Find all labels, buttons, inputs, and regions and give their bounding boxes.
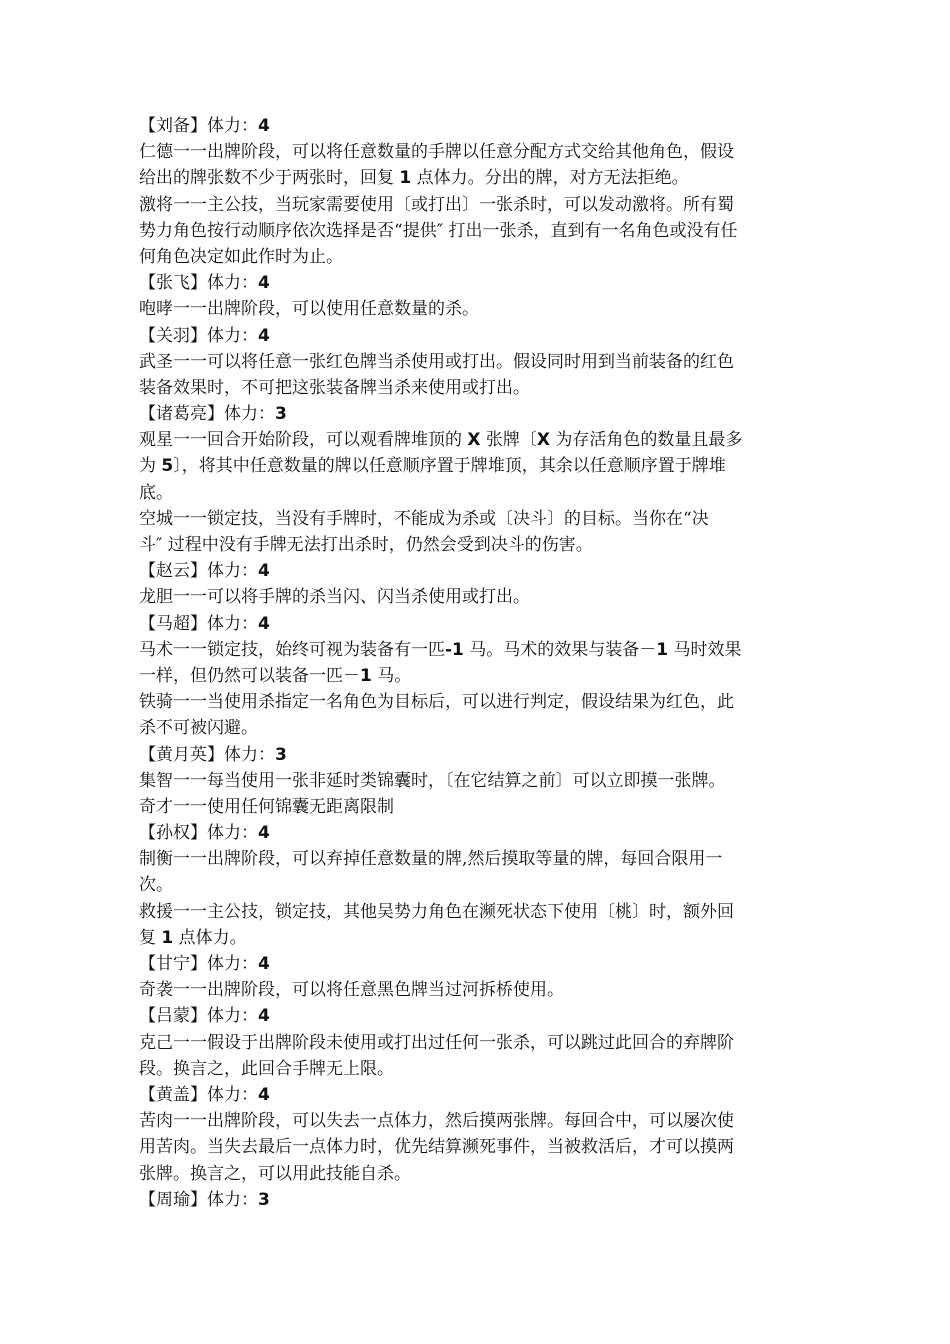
skill-text-line: 一样，但仍然可以装备一匹－1 马。 <box>139 665 412 686</box>
hp-label: 体力： <box>207 1189 258 1210</box>
character-header <box>139 1082 819 1108</box>
hp-value: 4 <box>258 325 270 346</box>
character-name: 【甘宁】 <box>139 954 207 974</box>
skill-text-line: 装备效果时，不可把这张装备牌当杀来使用或打出。 <box>139 377 530 398</box>
skill-text-line: 底。 <box>139 482 173 503</box>
character-name: 【诸葛亮】 <box>139 404 224 425</box>
hp-label: 体力： <box>224 744 275 765</box>
character-name: 【吕蒙】 <box>139 1006 207 1027</box>
skill-text-line: 用苦肉。当失去最后一点体力时，优先结算濒死事件，当被救活后，才可以摸两 <box>139 1137 734 1158</box>
hp-value: 4 <box>258 823 270 844</box>
skill-text-line: 为 5〕，将其中任意数量的牌以任意顺序置于牌堆顶，其余以任意顺序置于牌堆 <box>139 456 726 477</box>
hp-label: 体力： <box>207 325 258 346</box>
character-name: 【赵云】 <box>139 561 207 582</box>
skill-text-line: 救援一一主公技，锁定技，其他吴势力角色在濒死状态下使用〔桃〕时，额外回 <box>139 901 734 922</box>
hp-label: 体力： <box>207 954 258 974</box>
hp-value: 4 <box>258 116 270 136</box>
character-header <box>139 1187 819 1213</box>
skill-text-line: 空城一一锁定技，当没有手牌时，不能成为杀或〔决斗〕的目标。当你在“决 <box>139 508 709 529</box>
hp-label: 体力： <box>207 1084 258 1105</box>
skill-text-line: 激将一一主公技，当玩家需要使用〔或打出〕一张杀时，可以发动激将。所有蜀 <box>139 194 734 215</box>
hp-value: 4 <box>258 1006 270 1027</box>
hp-value: 4 <box>258 1084 270 1105</box>
skill-text-line: 何角色决定如此作时为止。 <box>139 246 343 267</box>
character-name: 【张飞】 <box>139 273 207 294</box>
character-header <box>139 742 819 768</box>
skill-text-line: 武圣一一可以将任意一张红色牌当杀使用或打出。假设同时用到当前装备的红色 <box>139 351 734 372</box>
character-header <box>139 558 819 584</box>
skill-text-line: 龙胆一一可以将手牌的杀当闪、闪当杀使用或打出。 <box>139 587 530 608</box>
character-header <box>139 270 819 296</box>
character-header <box>139 1003 819 1029</box>
character-header <box>139 951 819 977</box>
character-name: 【马超】 <box>139 613 207 634</box>
character-header <box>139 323 819 349</box>
skill-text-line: 观星一一回合开始阶段，可以观看牌堆顶的 X 张牌〔X 为存活角色的数量且最多 <box>139 430 743 451</box>
hp-label: 体力： <box>207 116 258 136</box>
hp-value: 4 <box>258 954 270 974</box>
character-name: 【周瑜】 <box>139 1189 207 1210</box>
skill-text-line: 奇才一一使用任何锦囊无距离限制 <box>139 796 394 817</box>
hp-label: 体力： <box>224 404 275 425</box>
document-body <box>139 113 819 1213</box>
skill-text-line: 集智一一每当使用一张非延时类锦囊时，〔在它结算之前〕可以立即摸一张牌。 <box>139 770 726 791</box>
hp-value: 4 <box>258 273 270 294</box>
character-header <box>139 401 819 427</box>
skill-text-line: 铁骑一一当使用杀指定一名角色为目标后，可以进行判定，假设结果为红色，此 <box>139 692 734 713</box>
hp-label: 体力： <box>207 1006 258 1027</box>
hp-value: 4 <box>258 561 270 582</box>
character-header <box>139 611 819 637</box>
skill-text-line: 奇袭一一出牌阶段，可以将任意黑色牌当过河拆桥使用。 <box>139 980 564 1001</box>
character-header <box>139 113 819 139</box>
skill-text-line: 苦肉一一出牌阶段，可以失去一点体力，然后摸两张牌。每回合中，可以屡次使 <box>139 1111 734 1132</box>
skill-text-line: 张牌。换言之，可以用此技能自杀。 <box>139 1163 411 1184</box>
hp-value: 3 <box>275 744 287 765</box>
skill-text-line: 克己一一假设于出牌阶段未使用或打出过任何一张杀，可以跳过此回合的弃牌阶 <box>139 1032 734 1053</box>
hp-label: 体力： <box>207 273 258 294</box>
skill-text-line: 咆哮一一出牌阶段，可以使用任意数量的杀。 <box>139 299 479 320</box>
character-header <box>139 820 819 846</box>
hp-label: 体力： <box>207 613 258 634</box>
skill-text-line: 斗″ 过程中没有手牌无法打出杀时，仍然会受到决斗的伤害。 <box>139 535 593 555</box>
skill-text-line: 给出的牌张数不少于两张时，回复 1 点体力。分出的牌，对方无法拒绝。 <box>139 168 689 189</box>
skill-text-line: 杀不可被闪避。 <box>139 718 258 739</box>
character-name: 【黄月英】 <box>139 744 224 765</box>
character-name: 【黄盖】 <box>139 1084 207 1105</box>
character-name: 【孙权】 <box>139 823 207 844</box>
hp-value: 3 <box>275 404 287 425</box>
skill-text-line: 复 1 点体力。 <box>139 927 247 948</box>
skill-text-line: 仁德一一出牌阶段，可以将任意数量的手牌以任意分配方式交给其他角色，假设 <box>139 142 734 163</box>
hp-value: 3 <box>258 1189 270 1210</box>
skill-text-line: 马术一一锁定技，始终可视为装备有一匹-1 马。马术的效果与装备－1 马时效果 <box>139 639 742 660</box>
hp-label: 体力： <box>207 561 258 582</box>
skill-text-line: 段。换言之，此回合手牌无上限。 <box>139 1058 394 1079</box>
character-name: 【关羽】 <box>139 325 207 346</box>
skill-text-line: 势力角色按行动顺序依次选择是否“提供″ 打出一张杀，直到有一名角色或没有任 <box>139 220 738 241</box>
skill-text-line: 次。 <box>139 875 173 896</box>
hp-value: 4 <box>258 613 270 634</box>
hp-label: 体力： <box>207 823 258 844</box>
character-name: 【刘备】 <box>139 116 207 136</box>
skill-text-line: 制衡一一出牌阶段，可以弃掉任意数量的牌,然后摸取等量的牌，每回合限用一 <box>139 849 723 870</box>
